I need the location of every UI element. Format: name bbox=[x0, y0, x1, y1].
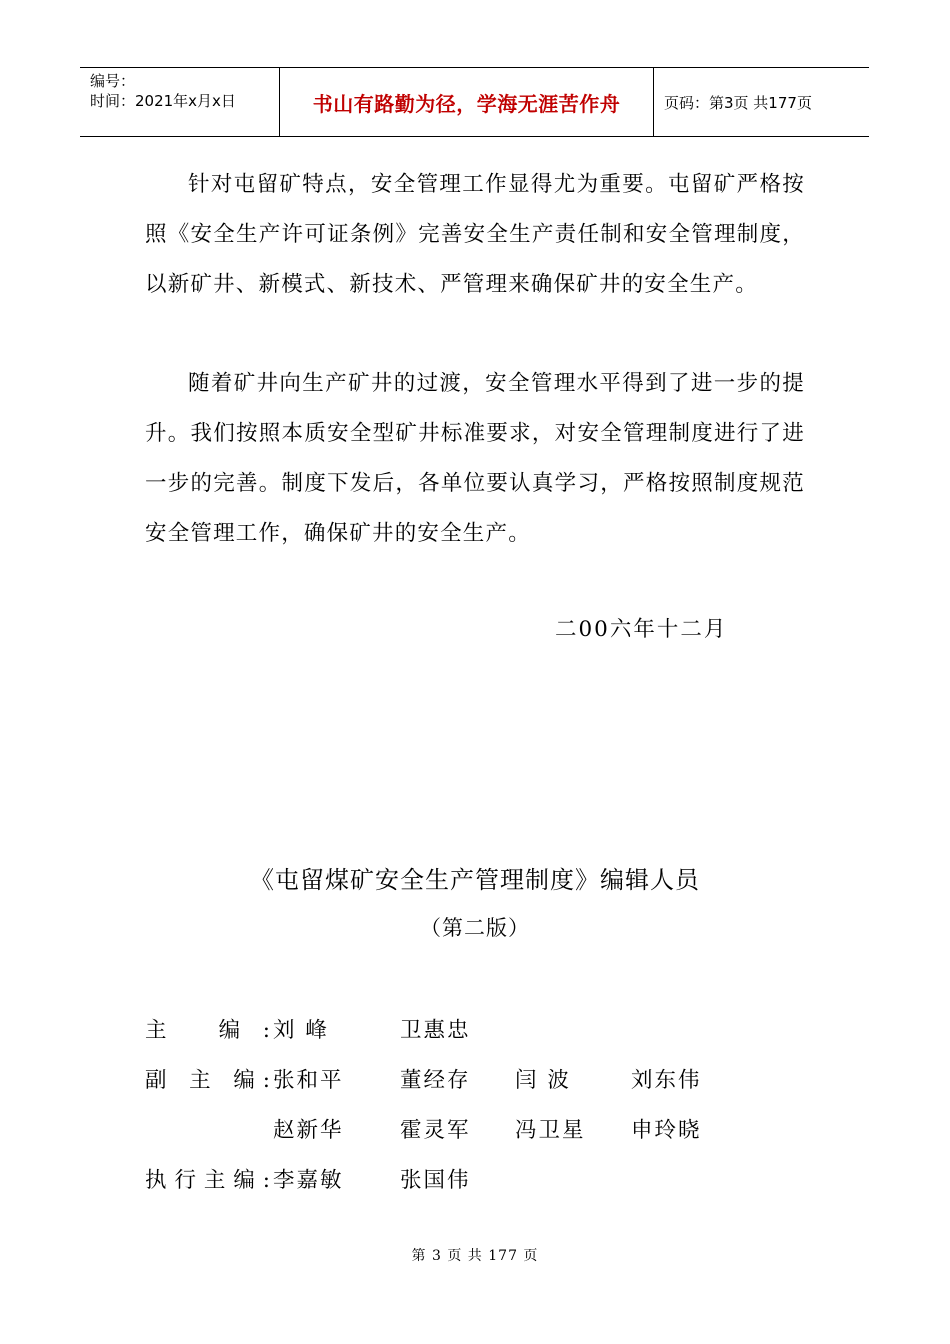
editor-role: 主 编: bbox=[145, 1018, 270, 1043]
editors-subtitle: （第二版） bbox=[420, 916, 530, 940]
editor-role: 执行主编: bbox=[145, 1168, 270, 1193]
editor-name: 卫惠忠 bbox=[400, 1018, 471, 1043]
editor-name: 董经存 bbox=[400, 1068, 471, 1093]
editor-name: 冯卫星 bbox=[515, 1118, 586, 1143]
editor-role: 副 主 编: bbox=[145, 1068, 270, 1093]
editor-name: 张和平 bbox=[273, 1068, 344, 1093]
header-page-info-text: 页码：第3页 共177页 bbox=[664, 93, 812, 112]
document-date: 二00六年十二月 bbox=[555, 617, 728, 642]
editor-name: 闫 波 bbox=[515, 1068, 571, 1093]
editors-title: 《屯留煤矿安全生产管理制度》编辑人员 bbox=[250, 866, 700, 894]
page-header bbox=[80, 67, 869, 137]
header-motto: 书山有路勤为径，学海无涯苦作舟 bbox=[280, 68, 654, 136]
editor-name: 刘 峰 bbox=[273, 1018, 329, 1043]
document-number-label: 编号： bbox=[90, 72, 136, 90]
header-page-info bbox=[654, 68, 869, 136]
editor-name: 李嘉敏 bbox=[273, 1168, 344, 1193]
document-time: 时间：2021年x月x日 bbox=[90, 92, 236, 110]
editor-name: 赵新华 bbox=[273, 1118, 344, 1143]
page-footer: 第 3 页 共 177 页 bbox=[411, 1248, 539, 1264]
editor-name: 刘东伟 bbox=[631, 1068, 702, 1093]
editor-name: 张国伟 bbox=[400, 1168, 471, 1193]
editor-name: 霍灵军 bbox=[400, 1118, 471, 1143]
body-paragraph-2: 随着矿井向生产矿井的过渡，安全管理水平得到了进一步的提升。我们按照本质安全型矿井标准要求，对安全管理制度进行了进一步的完善。制度下发后，各单位要认真学习，严格按照制度规范安全管理工作，确保矿井的安全生产。 bbox=[145, 371, 805, 546]
body-paragraph-1: 针对屯留矿特点，安全管理工作显得尤为重要。屯留矿严格按照《安全生产许可证条例》完善安全生产责任制和安全管理制度，以新矿井、新模式、新技术、严管理来确保矿井的安全生产。 bbox=[145, 172, 805, 297]
editor-name: 申玲晓 bbox=[631, 1118, 702, 1143]
header-meta bbox=[80, 68, 280, 136]
